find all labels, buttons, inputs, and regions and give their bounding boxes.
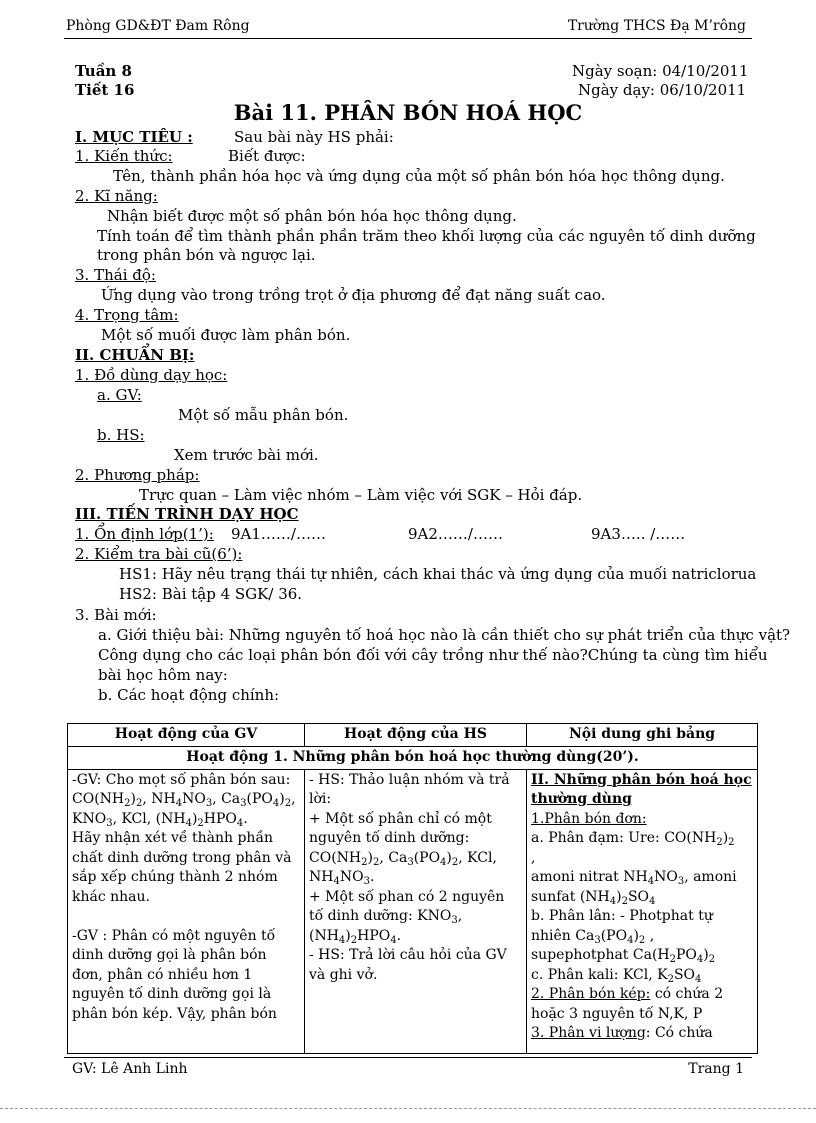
activity-1-heading: Hoạt động 1. Những phân bón hoá học thường dùng(20’).	[68, 747, 758, 770]
skill-3: trong phân bón và ngược lại.	[97, 246, 316, 264]
check-hs2: HS2: Bài tập 4 SGK/ 36.	[119, 585, 303, 603]
footer-teacher: GV: Lê Anh Linh	[72, 1061, 188, 1077]
period-label: Tiết 16	[75, 81, 135, 99]
potash-line: c. Phân kali: KCl, K	[531, 966, 668, 983]
skill-2: Tính toán để tìm thành phần phần trăm theo khối lượng của các nguyên tố dinh dưỡng	[97, 227, 756, 245]
lesson-title: Bài 11. PHÂN BÓN HOÁ HỌC	[233, 100, 583, 125]
focus-heading: 4. Trọng tâm:	[75, 306, 179, 324]
stabilize-heading: 1. Ổn định lớp(1’):	[75, 525, 214, 543]
section-prep-heading: II. CHUẨN BỊ:	[75, 346, 195, 364]
class-9a3: 9A3….. /……	[591, 525, 686, 543]
student-activity-cell: - HS: Thảo luận nhóm và trả lời: + Một số phân chỉ có một nguyên tố dinh dưỡng: $CO(NH_2)_2$, $Ca_3(PO_4)_2$, KCl, $NH_4NO_3$. + Một số phan có 2 nguyên tố dinh dưỡng: $KNO_3$, $(NH_4)_2HPO_4$. - HS: Trả lời câu hỏi của GV và ghi vở.	[305, 769, 527, 1053]
teacher-para-3: -GV : Phân có một nguyên tố dinh dưỡng gọi là phân bón đơn, phân có nhiều hơn 1 nguyên tố dinh dưỡng gọi là phân bón kép. Vậy, phân bón	[72, 927, 277, 1022]
student-para-1: - HS: Thảo luận nhóm và trả lời:	[309, 771, 510, 807]
col-content-header: Nội dung ghi bảng	[527, 724, 758, 747]
compound-fertilizer-text: có chứa 2 hoặc 3 nguyên tố N,K, P	[531, 986, 724, 1022]
phosphate-line-2: supephotphat Ca(H	[531, 947, 670, 963]
check-heading: 2. Kiểm tra bài cũ(6’):	[75, 545, 243, 563]
student-prep-text: Xem trước bài mới.	[174, 446, 319, 464]
student-prep-heading: b. HS:	[97, 426, 145, 444]
teacher-para-1: -GV: Cho mọt số phân bón sau:	[72, 771, 291, 788]
skills-heading: 2. Kĩ năng:	[75, 187, 158, 205]
col-student-header: Hoạt động của HS	[305, 724, 527, 747]
compound-fertilizer-heading: 2. Phân bón kép:	[531, 986, 651, 1002]
skill-1: Nhận biết được một số phân bón hóa học thông dụng.	[107, 207, 517, 225]
method-text: Trực quan – Làm việc nhóm – Làm việc với SGK – Hỏi đáp.	[139, 486, 583, 504]
teach-date: Ngày dạy: 06/10/2011	[578, 81, 747, 99]
teacher-prep-heading: a. GV:	[97, 386, 142, 404]
intro-line-1: a. Giới thiệu bài: Những nguyên tố hoá học nào là cần thiết cho sự phát triển của thực vật?	[98, 626, 791, 644]
attitude-text: Ứng dụng vào trong trồng trọt ở địa phương để đạt năng suất cao.	[101, 286, 606, 304]
nitrogen-line-3: sunfat (NH	[531, 888, 610, 905]
focus-text: Một số muối được làm phân bón.	[101, 326, 351, 344]
class-9a2: 9A2……/……	[408, 525, 503, 543]
section-objectives-heading: I. MỤC TIÊU :	[75, 128, 193, 146]
teacher-activity-cell: -GV: Cho mọt số phân bón sau: $CO(NH_2)_2$, $NH_4NO_3$, $Ca_3(PO_4)_2$, $KNO_3$, KCl, $(NH_4)_2HPO_4$. Hãy nhận xét về thành phần chất dinh dưỡng trong phân và sắp xếp chúng thành 2 nhóm khác nhau. -GV : Phân có một nguyên tố dinh dưỡng gọi là phân bón đơn, phân có nhiều hơn 1 nguyên tố dinh dưỡng gọi là phân bón kép. Vậy, phân bón	[68, 769, 305, 1053]
week-label: Tuần 8	[75, 62, 132, 80]
footer-rule	[64, 1057, 752, 1058]
attitude-heading: 3. Thái độ:	[75, 266, 156, 284]
new-lesson-heading: 3. Bài mới:	[75, 606, 157, 624]
teacher-para-2: Hãy nhận xét về thành phần chất dinh dưỡng trong phân và sắp xếp chúng thành 2 nhóm khác nhau.	[72, 830, 292, 905]
student-para-4: - HS: Trả lời câu hỏi của GV và ghi vở.	[309, 947, 507, 983]
method-heading: 2. Phương pháp:	[75, 466, 200, 484]
content-heading: II. Những phân bón hoá học thường dùng	[531, 771, 752, 807]
footer-page-number: Trang 1	[688, 1061, 744, 1077]
section-process-heading: III. TIẾN TRÌNH DẠY HỌC	[75, 505, 299, 523]
student-para-2: + Một số phân chỉ có một nguyên tố dinh dưỡng:	[309, 810, 492, 846]
page-break-divider	[0, 1108, 816, 1109]
single-fertilizer-heading: 1.Phân bón đơn:	[531, 810, 647, 827]
col-teacher-header: Hoạt động của GV	[68, 724, 305, 747]
micro-fertilizer-text: : Có chứa	[645, 1025, 713, 1041]
prep-date: Ngày soạn: 04/10/2011	[572, 62, 749, 80]
knowledge-heading: 1. Kiến thức:	[75, 147, 173, 165]
intro-line-2: Công dụng cho các loại phân bón đối với cây trồng như thế nào?Chúng ta cùng tìm hiểu	[98, 646, 768, 664]
header-rule	[64, 38, 752, 39]
main-activities-label: b. Các hoạt động chính:	[98, 686, 280, 704]
class-9a1: 9A1……/……	[231, 525, 326, 543]
student-para-3: + Một số phan có 2 nguyên tố dinh dưỡng: KNO	[309, 888, 505, 924]
micro-fertilizer-heading: 3. Phân vi lượng	[531, 1025, 646, 1041]
board-content-cell: II. Những phân bón hoá học thường dùng 1.Phân bón đơn: a. Phân đạm: Ure: $CO(NH_2)_2$ , amoni nitrat $NH_4NO_3$, amoni sunfat $(NH_4)_2SO_4$ b. Phân lân: - Photphat tự nhiên $Ca_3(PO_4)_2$ , supephotphat $Ca(H_2PO_4)_2$ c. Phân kali: KCl, $K_2SO_4$ 2. Phân bón kép: có chứa 2 hoặc 3 nguyên tố N,K, P 3. Phân vi lượng: Có chứa	[527, 769, 758, 1053]
tools-heading: 1. Đồ dùng dạy học:	[75, 366, 228, 384]
nitrogen-line-2: amoni nitrat NH	[531, 869, 648, 885]
intro-line-3: bài học hôm nay:	[98, 666, 228, 684]
objectives-intro: Sau bài này HS phải:	[234, 128, 394, 146]
activities-table	[67, 723, 758, 1054]
nitrogen-line-1: a. Phân đạm: Ure: CO(NH	[531, 830, 717, 846]
knowledge-intro: Biết được:	[228, 147, 306, 165]
header-school-dept: Phòng GD&ĐT Đam Rông	[66, 18, 250, 34]
header-school-name: Trường THCS Đạ M’rông	[567, 18, 746, 34]
teacher-prep-text: Một số mẫu phân bón.	[178, 406, 349, 424]
knowledge-text: Tên, thành phần hóa học và ứng dụng của một số phân bón hóa học thông dụng.	[113, 167, 725, 185]
check-hs1: HS1: Hãy nêu trạng thái tự nhiên, cách khai thác và ứng dụng của muối natriclorua	[119, 565, 757, 583]
phosphate-line-1: b. Phân lân: - Photphat tự nhiên Ca	[531, 908, 713, 944]
